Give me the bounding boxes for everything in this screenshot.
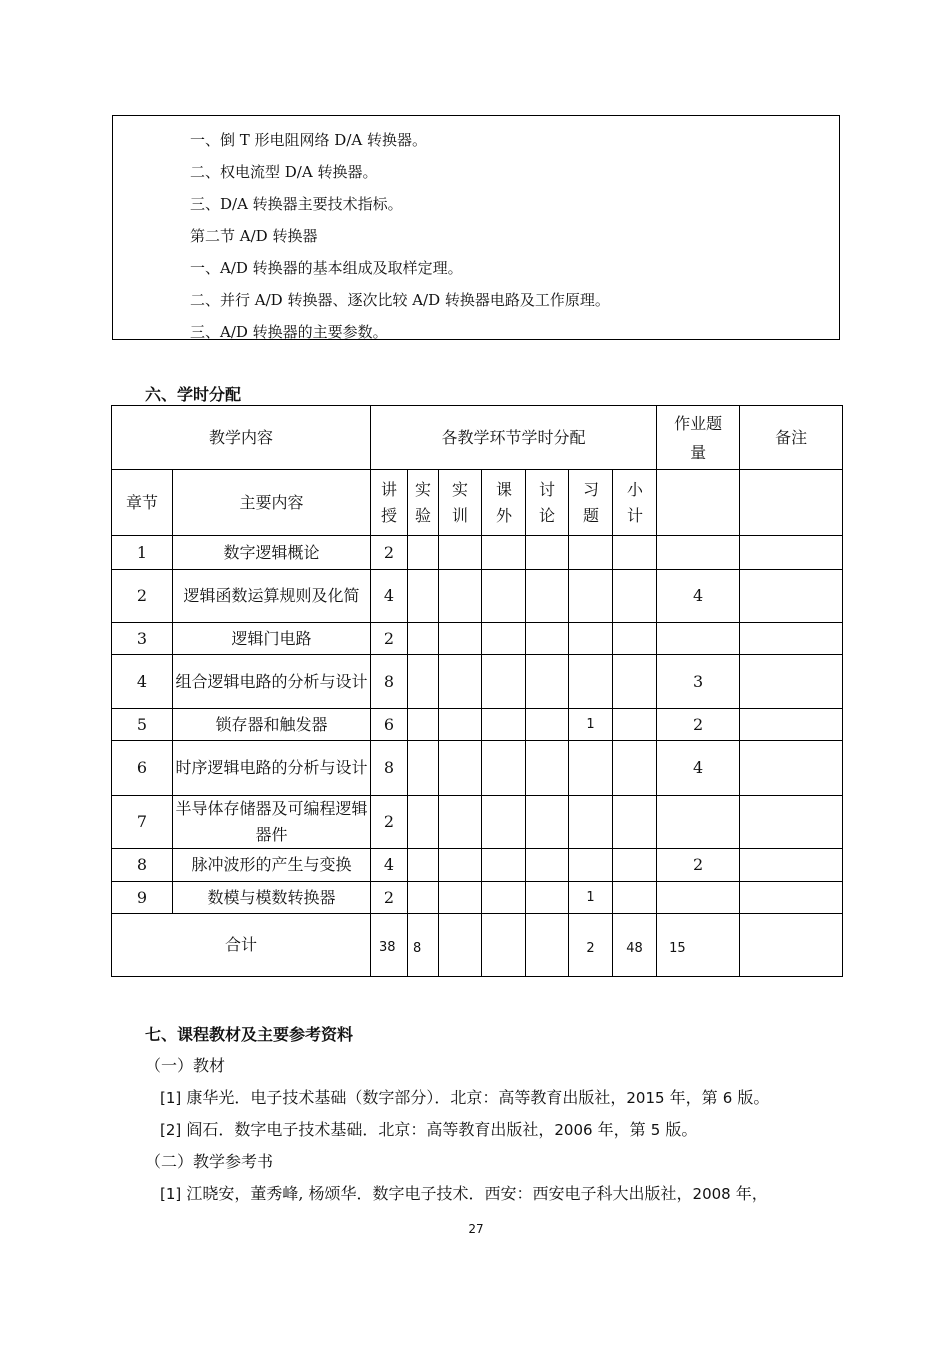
outline-line: 二、权电流型 D/A 转换器。 <box>190 163 378 181</box>
table-subheader-row <box>112 470 843 536</box>
header-lab: 实验 <box>408 470 439 536</box>
header-homework: 作业题量 <box>657 406 740 470</box>
citation-edition: 5 <box>650 1121 661 1139</box>
table-row <box>112 655 843 709</box>
table-row <box>112 882 843 914</box>
chapter-content: 半导体存储器及可编程逻辑器件 <box>173 796 371 849</box>
total-lab-hours: 8 <box>408 914 439 977</box>
textbook-heading: （一）教材 <box>145 1056 226 1075</box>
header-chapter: 章节 <box>112 470 173 536</box>
homework-count: 3 <box>657 655 740 709</box>
header-main-content: 主要内容 <box>173 470 371 536</box>
homework-count: 2 <box>657 709 740 741</box>
chapter-number: 8 <box>112 849 173 882</box>
table-total-row <box>112 914 843 977</box>
citation-text: 康华光．电子技术基础（数字部分）．北京：高等教育出版社， <box>186 1088 627 1107</box>
reference-item <box>160 1181 768 1204</box>
citation-text: 年， <box>730 1184 768 1203</box>
outline-line: 三、A/D 转换器的主要参数。 <box>190 323 388 341</box>
table-row <box>112 741 843 796</box>
section-6-title: 六、学时分配 <box>145 385 242 404</box>
citation-text: 江晓安，董秀峰, 杨颂华．数字电子技术．西安：西安电子科大出版社， <box>186 1184 693 1203</box>
table-row <box>112 796 843 849</box>
outline-line: 三、D/A 转换器主要技术指标。 <box>190 195 403 213</box>
table-row <box>112 623 843 655</box>
chapter-number: 4 <box>112 655 173 709</box>
total-homework: 15 <box>657 914 740 977</box>
exercise-hours <box>569 849 613 882</box>
citation-year: 2015 <box>626 1089 665 1107</box>
homework-count <box>657 882 740 914</box>
chapter-number: 5 <box>112 709 173 741</box>
total-label: 合计 <box>112 914 371 977</box>
page-number: 27 <box>468 1222 484 1236</box>
citation-text: 版。 <box>660 1120 698 1139</box>
chapter-number: 1 <box>112 536 173 570</box>
textbook-item <box>160 1085 769 1108</box>
header-training: 实训 <box>439 470 482 536</box>
citation-edition: 6 <box>722 1089 733 1107</box>
exercise-hours: 1 <box>569 882 613 914</box>
exercise-hours: 1 <box>569 709 613 741</box>
lecture-hours: 6 <box>371 709 408 741</box>
header-lecture: 讲授 <box>371 470 408 536</box>
citation-text: 阎石．数字电子技术基础．北京：高等教育出版社， <box>186 1120 555 1139</box>
lecture-hours: 2 <box>371 882 408 914</box>
header-extracurricular: 课外 <box>482 470 526 536</box>
chapter-outline-box <box>112 115 840 340</box>
chapter-content: 时序逻辑电路的分析与设计 <box>173 741 371 796</box>
lecture-hours: 2 <box>371 796 408 849</box>
citation-text: 版。 <box>732 1088 770 1107</box>
section-7-title: 七、课程教材及主要参考资料 <box>145 1025 354 1044</box>
lecture-hours: 2 <box>371 623 408 655</box>
header-remarks: 备注 <box>740 406 843 470</box>
homework-count <box>657 536 740 570</box>
exercise-hours <box>569 655 613 709</box>
outline-line: 一、A/D 转换器的基本组成及取样定理。 <box>190 259 463 277</box>
chapter-content: 锁存器和触发器 <box>173 709 371 741</box>
total-lecture-hours: 38 <box>371 914 408 977</box>
exercise-hours <box>569 536 613 570</box>
homework-count: 4 <box>657 570 740 623</box>
reference-heading: （二）教学参考书 <box>145 1152 274 1171</box>
table-row <box>112 849 843 882</box>
homework-count <box>657 623 740 655</box>
exercise-hours <box>569 623 613 655</box>
header-teaching-content: 教学内容 <box>112 406 371 470</box>
homework-count: 2 <box>657 849 740 882</box>
chapter-content: 数字逻辑概论 <box>173 536 371 570</box>
lecture-hours: 2 <box>371 536 408 570</box>
lecture-hours: 8 <box>371 655 408 709</box>
lecture-hours: 4 <box>371 849 408 882</box>
chapter-content: 数模与模数转换器 <box>173 882 371 914</box>
outline-line: 二、并行 A/D 转换器、逐次比较 A/D 转换器电路及工作原理。 <box>190 291 610 309</box>
exercise-hours <box>569 741 613 796</box>
citation-number: [1] <box>160 1089 182 1107</box>
chapter-number: 2 <box>112 570 173 623</box>
table-row <box>112 709 843 741</box>
header-exercise: 习题 <box>569 470 613 536</box>
textbook-item <box>160 1117 697 1140</box>
chapter-number: 7 <box>112 796 173 849</box>
citation-year: 2008 <box>692 1185 731 1203</box>
citation-text: 年，第 <box>592 1120 651 1139</box>
header-subtotal: 小计 <box>613 470 657 536</box>
chapter-content: 脉冲波形的产生与变换 <box>173 849 371 882</box>
homework-count <box>657 796 740 849</box>
homework-count: 4 <box>657 741 740 796</box>
chapter-number: 6 <box>112 741 173 796</box>
exercise-hours <box>569 570 613 623</box>
citation-text: 年，第 <box>664 1088 723 1107</box>
chapter-content: 逻辑函数运算规则及化简 <box>173 570 371 623</box>
table-row <box>112 570 843 623</box>
chapter-number: 9 <box>112 882 173 914</box>
lecture-hours: 4 <box>371 570 408 623</box>
table-header-row <box>112 406 843 470</box>
header-allocation: 各教学环节学时分配 <box>371 406 657 470</box>
total-exercise-hours: 2 <box>569 914 613 977</box>
exercise-hours <box>569 796 613 849</box>
header-discussion: 讨论 <box>526 470 569 536</box>
citation-number: [1] <box>160 1185 182 1203</box>
hours-allocation-table <box>111 405 843 977</box>
chapter-number: 3 <box>112 623 173 655</box>
outline-line: 第二节 A/D 转换器 <box>190 227 318 245</box>
lecture-hours: 8 <box>371 741 408 796</box>
citation-year: 2006 <box>554 1121 593 1139</box>
chapter-content: 组合逻辑电路的分析与设计 <box>173 655 371 709</box>
citation-number: [2] <box>160 1121 182 1139</box>
total-subtotal-hours: 48 <box>613 914 657 977</box>
table-row <box>112 536 843 570</box>
outline-line: 一、倒 T 形电阻网络 D/A 转换器。 <box>190 131 427 149</box>
chapter-content: 逻辑门电路 <box>173 623 371 655</box>
